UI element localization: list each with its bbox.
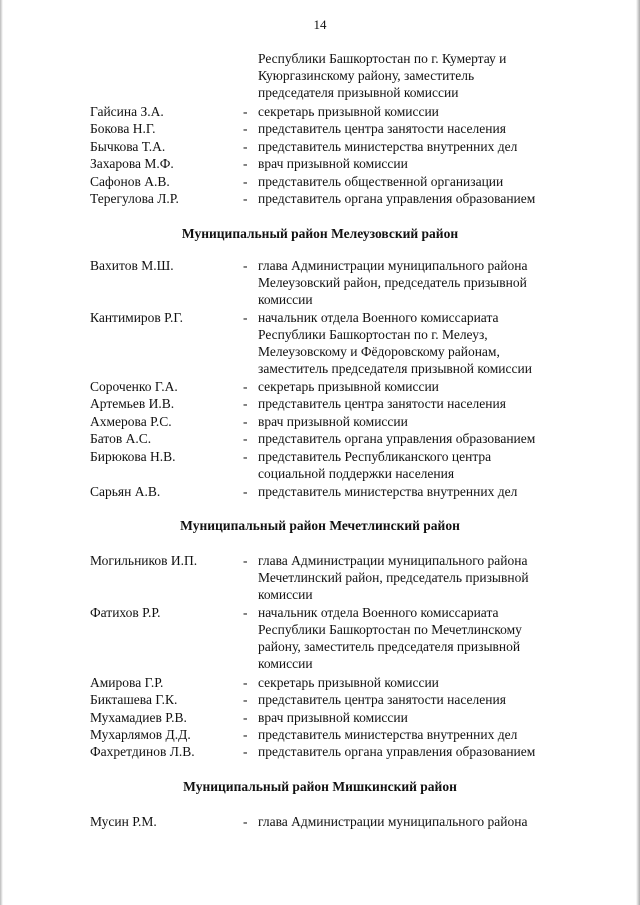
member-role [258, 395, 588, 412]
dash-separator: - [243, 310, 248, 325]
member-role [258, 257, 588, 308]
member-name: Бокова Н.Г. [90, 121, 156, 136]
role-line: Республики Башкортостан по Мечетлинскому [258, 622, 522, 637]
role-line: секретарь призывной комиссии [258, 379, 439, 394]
role-line: Мелеузовскому и Фёдоровскому районам, [258, 344, 500, 359]
dash-separator: - [243, 484, 248, 499]
dash-separator: - [243, 414, 248, 429]
member-role [258, 378, 588, 395]
member-name: Мусин Р.М. [90, 814, 157, 829]
member-role [258, 726, 588, 743]
member-name: Терегулова Л.Р. [90, 191, 179, 206]
member-name: Сороченко Г.А. [90, 379, 178, 394]
member-role [258, 674, 588, 691]
member-role [258, 430, 588, 447]
dash-separator: - [243, 156, 248, 171]
role-line: представитель органа управления образованием [258, 744, 536, 759]
role-line: начальник отдела Военного комиссариата [258, 310, 499, 325]
member-name: Амирова Г.Р. [90, 675, 164, 690]
dash-separator: - [243, 191, 248, 206]
role-line: представитель министерства внутренних дел [258, 484, 518, 499]
role-line: глава Администрации муниципального района [258, 553, 528, 568]
member-role [258, 190, 588, 207]
dash-separator: - [243, 692, 248, 707]
role-line: председателя призывной комиссии [258, 85, 459, 100]
dash-separator: - [243, 258, 248, 273]
member-name: Артемьев И.В. [90, 396, 175, 411]
member-name: Вахитов М.Ш. [90, 258, 174, 273]
page-number: 14 [313, 17, 327, 32]
dash-separator: - [243, 139, 248, 154]
member-name: Захарова М.Ф. [90, 156, 174, 171]
role-line: врач призывной комиссии [258, 156, 408, 171]
section-heading: Муниципальный район Мечетлинский район [180, 518, 460, 533]
member-role [258, 743, 588, 760]
role-line: представитель общественной организации [258, 174, 504, 189]
role-line: представитель центра занятости населения [258, 396, 506, 411]
member-name: Гайсина З.А. [90, 104, 164, 119]
member-name: Кантимиров Р.Г. [90, 310, 184, 325]
member-role [258, 309, 588, 377]
role-line: Республики Башкортостан по г. Мелеуз, [258, 327, 488, 342]
member-name: Бирюкова Н.В. [90, 449, 176, 464]
member-name: Фатихов Р.Р. [90, 605, 161, 620]
role-line: Куюргазинскому району, заместитель [258, 68, 475, 83]
dash-separator: - [243, 449, 248, 464]
dash-separator: - [243, 744, 248, 759]
member-role [258, 483, 588, 500]
dash-separator: - [243, 675, 248, 690]
member-name: Мухарлямов Д.Д. [90, 727, 191, 742]
dash-separator: - [243, 431, 248, 446]
member-name: Фахретдинов Л.В. [90, 744, 195, 759]
dash-separator: - [243, 605, 248, 620]
role-line: представитель органа управления образованием [258, 431, 536, 446]
member-role [258, 813, 588, 830]
role-line: представитель министерства внутренних дел [258, 727, 518, 742]
member-name: Сафонов А.В. [90, 174, 170, 189]
member-role [258, 448, 588, 482]
member-role [258, 413, 588, 430]
role-line: глава Администрации муниципального района [258, 814, 528, 829]
role-line: врач призывной комиссии [258, 414, 408, 429]
role-line: представитель Республиканского центра [258, 449, 492, 464]
member-name: Батов А.С. [90, 431, 152, 446]
role-line: социальной поддержки населения [258, 466, 455, 481]
role-line: комиссии [258, 587, 313, 602]
role-line: глава Администрации муниципального района [258, 258, 528, 273]
role-line: представитель центра занятости населения [258, 121, 506, 136]
member-role [258, 691, 588, 708]
role-line: Мечетлинский район, председатель призывной [258, 570, 529, 585]
role-line: секретарь призывной комиссии [258, 675, 439, 690]
section-heading: Муниципальный район Мелеузовский район [181, 226, 459, 241]
member-name: Бикташева Г.К. [90, 692, 178, 707]
dash-separator: - [243, 727, 248, 742]
dash-separator: - [243, 710, 248, 725]
scan-edge-right [636, 0, 640, 905]
member-name: Мухамадиев Р.В. [90, 710, 187, 725]
dash-separator: - [243, 104, 248, 119]
role-line: Мелеузовский район, председатель призывной [258, 275, 527, 290]
dash-separator: - [243, 121, 248, 136]
role-line: представитель центра занятости населения [258, 692, 506, 707]
member-role [258, 155, 588, 172]
section-heading: Муниципальный район Мишкинский район [183, 779, 457, 794]
member-role [258, 138, 588, 155]
role-line: Республики Башкортостан по г. Кумертау и [258, 51, 507, 66]
role-line: заместитель председателя призывной комиссии [258, 361, 532, 376]
role-line: представитель органа управления образованием [258, 191, 536, 206]
member-role [258, 604, 588, 672]
member-role [258, 50, 588, 101]
dash-separator: - [243, 553, 248, 568]
member-name: Могильников И.П. [90, 553, 198, 568]
member-name: Ахмерова Р.С. [90, 414, 172, 429]
member-role [258, 552, 588, 603]
member-name: Бычкова Т.А. [90, 139, 166, 154]
role-line: комиссии [258, 656, 313, 671]
role-line: району, заместитель председателя призывной [258, 639, 521, 654]
role-line: врач призывной комиссии [258, 710, 408, 725]
role-line: начальник отдела Военного комиссариата [258, 605, 499, 620]
role-line: секретарь призывной комиссии [258, 104, 439, 119]
member-role [258, 173, 588, 190]
role-line: представитель министерства внутренних дел [258, 139, 518, 154]
dash-separator: - [243, 814, 248, 829]
role-line: комиссии [258, 292, 313, 307]
dash-separator: - [243, 396, 248, 411]
member-role [258, 709, 588, 726]
dash-separator: - [243, 174, 248, 189]
scan-edge-left [0, 0, 3, 905]
dash-separator: - [243, 379, 248, 394]
member-role [258, 103, 588, 120]
member-role [258, 120, 588, 137]
member-name: Сарьян А.В. [90, 484, 161, 499]
